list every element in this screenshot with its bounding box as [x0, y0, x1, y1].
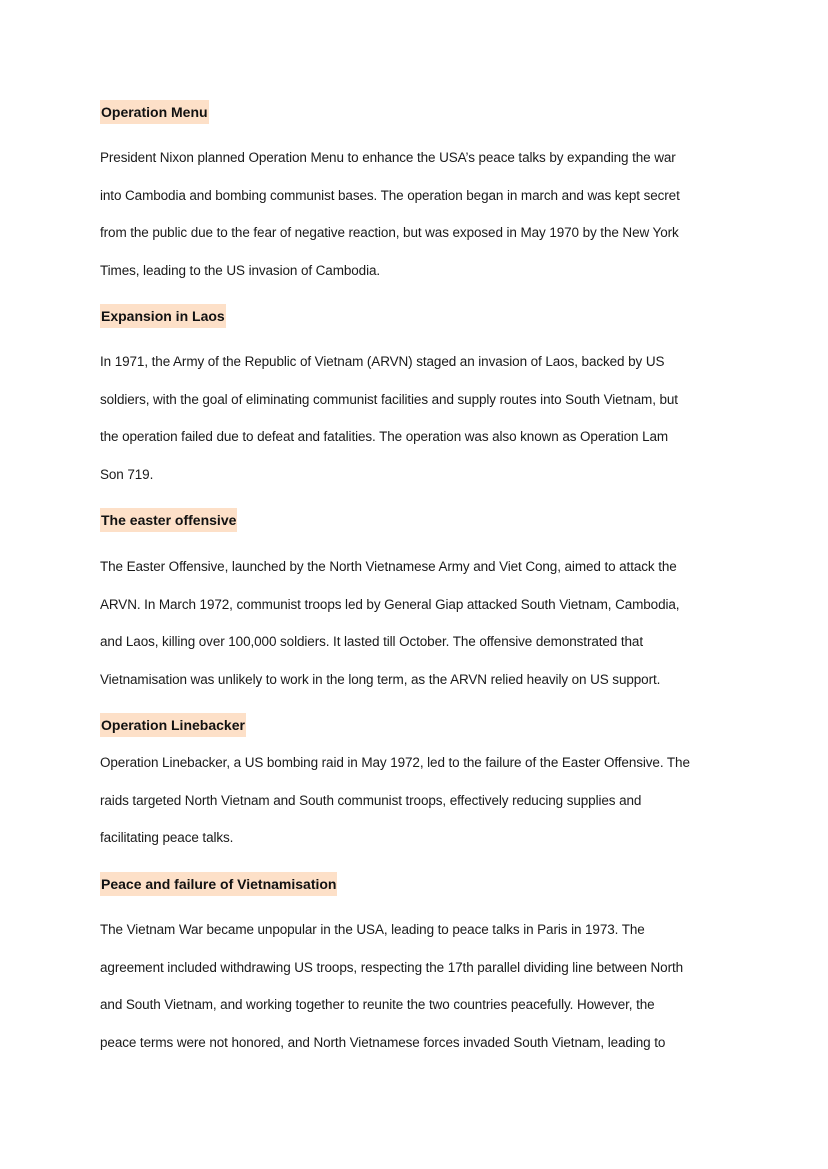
- text-line: President Nixon planned Operation Menu to enhance the USA’s peace talks by expanding the war: [100, 150, 676, 165]
- paragraph-operation-linebacker: [100, 744, 740, 857]
- heading-highlight: The easter offensive: [100, 508, 237, 532]
- heading-highlight: Peace and failure of Vietnamisation: [100, 872, 337, 896]
- paragraph-expansion-in-laos: [100, 343, 740, 493]
- heading-highlight: Operation Linebacker: [100, 713, 246, 737]
- section-heading-peace-and-failure: [100, 872, 337, 896]
- text-line: and South Vietnam, and working together to reunite the two countries peacefully. However, the: [100, 997, 655, 1013]
- text-line: facilitating peace talks.: [100, 830, 234, 846]
- text-line: from the public due to the fear of negative reaction, but was exposed in May 1970 by the New York: [100, 225, 679, 241]
- section-heading-expansion-in-laos: [100, 304, 226, 328]
- text-line: Son 719.: [100, 466, 154, 482]
- text-line: Times, leading to the US invasion of Cambodia.: [100, 262, 381, 278]
- section-heading-easter-offensive: [100, 508, 237, 532]
- text-line: and Laos, killing over 100,000 soldiers. It lasted till October. The offensive demonstrated that: [100, 634, 643, 650]
- section-heading-operation-menu: [100, 100, 209, 124]
- text-line: In 1971, the Army of the Republic of Vietnam (ARVN) staged an invasion of Laos, backed by US: [100, 354, 665, 369]
- text-line: into Cambodia and bombing communist bases. The operation began in march and was kept secret: [100, 187, 680, 203]
- paragraph-operation-menu: [100, 139, 740, 289]
- text-line: peace terms were not honored, and North Vietnamese forces invaded South Vietnam, leading to: [100, 1034, 666, 1050]
- text-line: soldiers, with the goal of eliminating communist facilities and supply routes into South Vietnam, but: [100, 391, 678, 407]
- paragraph-peace-and-failure: [100, 911, 740, 1061]
- text-line: Operation Linebacker, a US bombing raid in May 1972, led to the failure of the Easter Offensive. The: [100, 755, 690, 770]
- heading-highlight: Expansion in Laos: [100, 304, 226, 328]
- text-line: raids targeted North Vietnam and South communist troops, effectively reducing supplies and: [100, 792, 642, 808]
- text-line: The Easter Offensive, launched by the North Vietnamese Army and Viet Cong, aimed to attack the: [100, 559, 677, 574]
- text-line: the operation failed due to defeat and fatalities. The operation was also known as Operation Lam: [100, 429, 669, 445]
- heading-highlight: Operation Menu: [100, 100, 209, 124]
- section-heading-operation-linebacker: [100, 713, 246, 737]
- paragraph-easter-offensive: [100, 548, 740, 698]
- text-line: Vietnamisation was unlikely to work in the long term, as the ARVN relied heavily on US support.: [100, 671, 661, 687]
- text-line: The Vietnam War became unpopular in the USA, leading to peace talks in Paris in 1973. The: [100, 922, 645, 937]
- text-line: ARVN. In March 1972, communist troops led by General Giap attacked South Vietnam, Cambodia,: [100, 596, 680, 612]
- text-line: agreement included withdrawing US troops, respecting the 17th parallel dividing line between North: [100, 959, 684, 975]
